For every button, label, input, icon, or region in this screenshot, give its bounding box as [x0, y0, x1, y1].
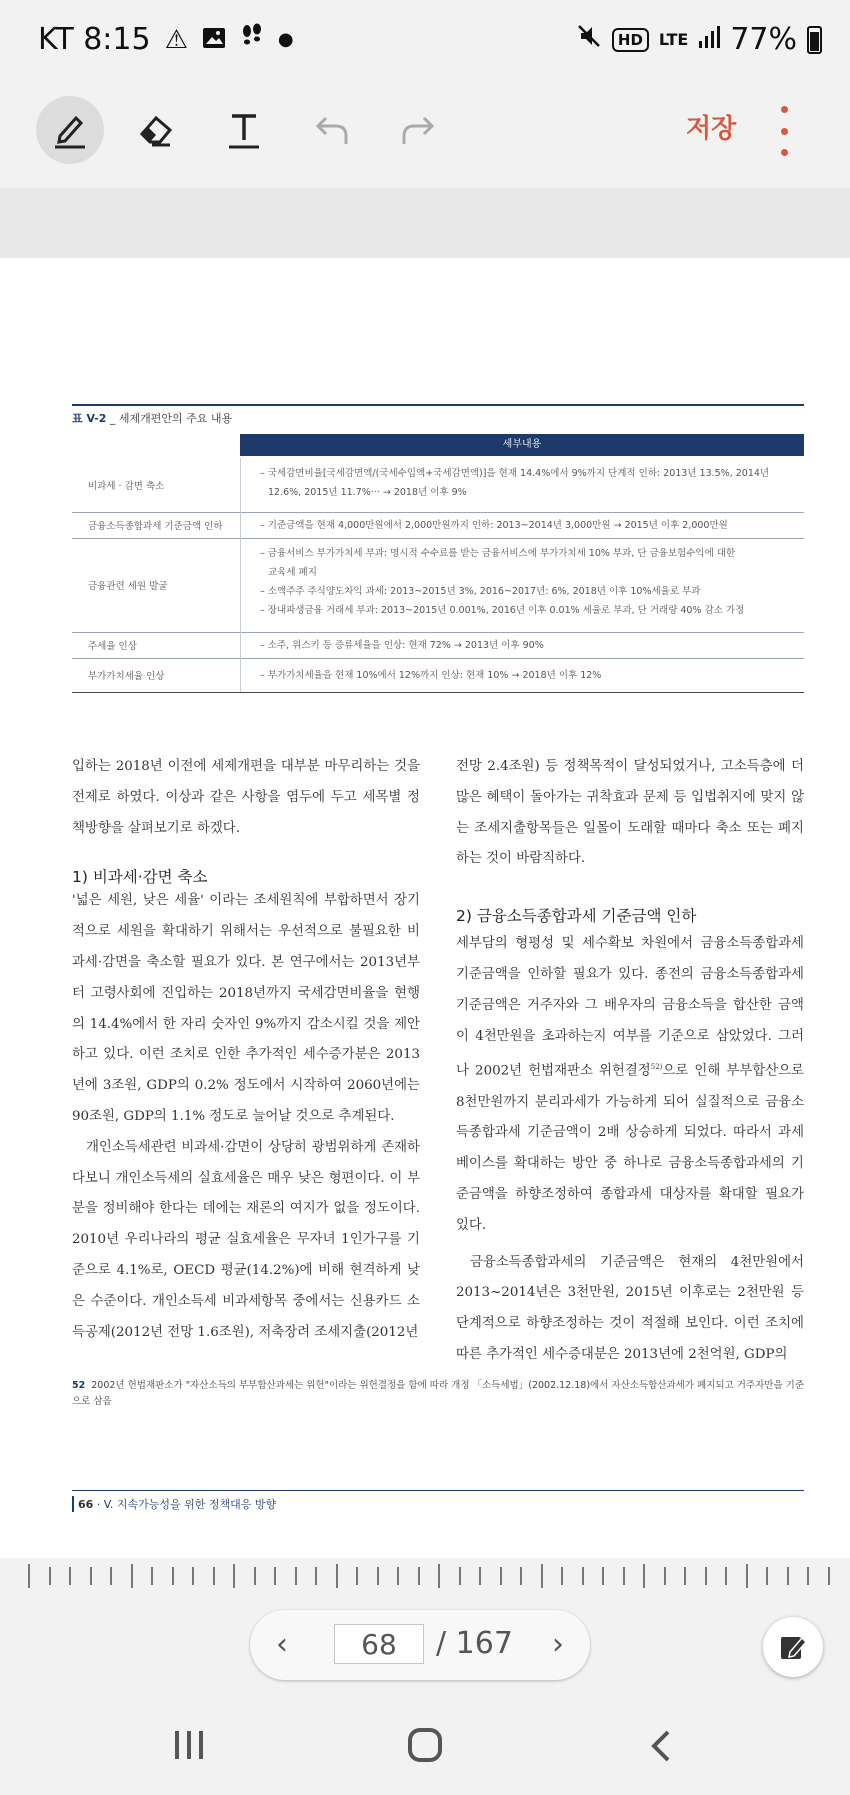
table-bottom-rule: [72, 692, 804, 693]
recent-apps-icon: [172, 1728, 206, 1762]
more-options-button[interactable]: [772, 106, 796, 156]
table-top-rule: [72, 404, 804, 406]
scrubber-tick: [274, 1567, 276, 1585]
table-row: [72, 458, 804, 513]
page-number-input[interactable]: [334, 1624, 424, 1664]
paragraph: 입하는 2018년 이전에 세제개편을 대부분 마무리하는 것을 전제로 하였다. 이상과 같은 사항을 염두에 두고 세목별 정책방향을 살펴보기로 하겠다.: [72, 759, 420, 836]
table-row: [72, 632, 804, 659]
more-dot-icon: [781, 149, 788, 156]
scrubber-tick: [520, 1567, 522, 1585]
scrubber-tick: [377, 1567, 379, 1585]
mute-icon: [576, 22, 602, 57]
scrubber-tick: [110, 1567, 112, 1585]
scrubber-tick: [69, 1567, 71, 1585]
redo-button[interactable]: [384, 96, 452, 164]
section-heading: 2) 금융소득종합과세 기준금액 인하: [456, 907, 697, 926]
page-footer: [72, 1496, 276, 1512]
left-column: [72, 752, 420, 1348]
desc-line: – 소주, 위스키 등 증류세율을 인상: 현재 72% → 2013년 이후 90%: [260, 640, 544, 651]
previous-page-button[interactable]: ‹: [276, 1627, 288, 1662]
footnote-number: 52: [72, 1380, 86, 1391]
scrubber-tick: [90, 1567, 92, 1585]
status-bar: [0, 0, 850, 78]
scrubber-tick: [766, 1567, 768, 1585]
table-header: 세부내용: [240, 434, 804, 456]
scrubber-tick: [356, 1567, 358, 1585]
table-number: 표 V-2: [72, 412, 107, 425]
eraser-tool-button[interactable]: [122, 96, 190, 164]
page-total: / 167: [436, 1626, 513, 1661]
desc-line: 교육세 폐지: [268, 567, 317, 578]
scrubber-tick: [725, 1567, 727, 1585]
image-icon: [202, 22, 226, 57]
scrubber-tick: [807, 1567, 809, 1585]
save-button[interactable]: 저장: [686, 114, 737, 144]
paragraph: 전망 2.4조원) 등 정책목적이 달성되었거나, 고소득층에 더 많은 혜택이 돌아가는 귀착효과 문제 등 입법취지에 맞지 않는 조세지출항목들은 일몰이 도래할 때마다 축소 또는 폐지하는 것이 바람직하다.: [456, 759, 804, 867]
row-category: 비과세 · 감면 축소: [88, 481, 165, 492]
paragraph-part: 으로 인해 부부합산으로 8천만원까지 분리과세가 가능하게 되어 실질적으로 금융소득종합과세 기준금액이 2배 상승하게 되었다. 따라서 과세베이스를 확대하는 방안 중 하나로 금융소득종합과세의 기준금액을 하향조정하여 종합과세 대상자를 확대할 필요가 있다.: [456, 1063, 804, 1233]
scrubber-tick: [746, 1564, 748, 1588]
scrubber-tick: [233, 1564, 235, 1588]
scrubber-tick: [254, 1567, 256, 1585]
undo-button[interactable]: [298, 96, 366, 164]
paragraph: 개인소득세관련 비과세·감면이 상당히 광범위하게 존재하다보니 개인소득세의 실효세율은 매우 낮은 형편이다. 이 부분을 정비해야 한다는 데에는 재론의 여지가 없을 정도이다. 2010년 우리나라의 평균 실효세율은 무자녀 1인가구를 기준으로 4.1%로, OECD 평균(14.2%)에 비해 현격하게 낮은 수준이다. 개인소득세 비과세항목 중에서는 신용카드 소득공제(2012년 전망 1.6조원), 저축장려 조세지출(2012년: [72, 1139, 420, 1340]
scrubber-tick: [172, 1567, 174, 1585]
scrubber-tick: [561, 1567, 563, 1585]
next-page-button[interactable]: ›: [552, 1627, 564, 1662]
dot-icon: ●: [277, 29, 294, 50]
eraser-icon: [136, 110, 176, 150]
desc-line: 12.6%, 2015년 11.7%··· → 2018년 이후 9%: [268, 487, 467, 498]
paragraph: '넓은 세원, 낮은 세율' 이라는 조세원칙에 부합하면서 장기적으로 세원을 확대하기 위해서는 우선적으로 불필요한 비과세·감면을 축소할 필요가 있다. 본 연구에서는 2013년부터 고령사회에 진입하는 2018년까지 국세감면비율을 현행의 14.4%에서 한 자리 숫자인 9%까지 감소시킬 것을 제안하고 있다. 이런 조치로 인한 추가적인 세수증가분은 2013년에 3조원, GDP의 0.2% 정도에서 시작하여 2060년에는 90조원, GDP의 1.1% 정도로 늘어날 것으로 추계된다.: [72, 893, 420, 1124]
table-row: [72, 658, 804, 692]
table-row: [72, 538, 804, 633]
home-button[interactable]: [406, 1726, 444, 1768]
footer-page-number: 66: [78, 1498, 94, 1511]
signal-icon: [698, 22, 720, 57]
scrubber-tick: [541, 1564, 543, 1588]
desc-line: – 금융서비스 부가가치세 부과: 명시적 수수료를 받는 금융서비스에 부가가치세 10% 부과, 단 금융보험수익에 대한: [260, 548, 736, 559]
desc-line: – 부가가치세율을 현재 10%에서 12%까지 인상: 현재 10% → 2018년 이후 12%: [260, 670, 602, 681]
home-icon: [406, 1726, 444, 1764]
edit-document-button[interactable]: [763, 1617, 823, 1677]
document-page[interactable]: [0, 258, 850, 1558]
recent-apps-button[interactable]: [172, 1728, 206, 1766]
table-title: [72, 410, 232, 426]
footnote-text: 2002년 헌법재판소가 "자산소득의 부부합산과세는 위헌"이라는 위헌결정을 함에 따라 개정 「소득세법」(2002.12.18)에서 자산소득합산과세가 폐지되고 거주자만을 기준으로 삼음: [72, 1380, 805, 1407]
scrubber-tick: [705, 1567, 707, 1585]
scrubber-tick: [438, 1564, 440, 1588]
section-heading: 1) 비과세·감면 축소: [72, 868, 208, 887]
scrubber-tick: [787, 1567, 789, 1585]
scrubber-tick: [664, 1567, 666, 1585]
scrubber-tick: [500, 1567, 502, 1585]
scrubber-tick: [28, 1564, 30, 1588]
undo-icon: [312, 110, 352, 150]
text-tool-button[interactable]: [210, 96, 278, 164]
paragraph: 금융소득종합과세의 기준금액은 현재의 4천만원에서 2013~2014년은 3천만원, 2015년 이후로는 2천만원 등 단계적으로 하향조정하는 것이 적절해 보인다. 이런 조치에 따른 추가적인 세수증대분은 2013년에 2천억원, GDP의: [456, 1254, 804, 1363]
page-navigator: [250, 1610, 590, 1680]
scrubber-tick: [684, 1567, 686, 1585]
scrubber-tick: [623, 1567, 625, 1585]
redo-icon: [398, 110, 438, 150]
row-category: 금융소득종합과세 기준금액 인하: [88, 521, 223, 532]
scrubber-tick: [295, 1567, 297, 1585]
scrubber-tick: [151, 1567, 153, 1585]
scrubber-tick: [192, 1567, 194, 1585]
more-dot-icon: [781, 106, 788, 113]
scrubber-tick: [213, 1567, 215, 1585]
scrubber-tick: [582, 1567, 584, 1585]
scrubber-tick: [315, 1567, 317, 1585]
table-row: [72, 512, 804, 539]
scrubber-tick: [397, 1567, 399, 1585]
battery-icon: [807, 26, 822, 54]
footprint-icon: [240, 22, 264, 57]
scrubber-tick: [602, 1567, 604, 1585]
right-column: [456, 752, 804, 1371]
warning-icon: ⚠: [164, 24, 188, 55]
paragraph: [456, 929, 804, 1241]
row-description: [260, 516, 800, 535]
row-description: [260, 464, 800, 502]
hd-badge: HD: [612, 28, 649, 52]
row-description: [260, 666, 800, 685]
viewer-background: [0, 188, 850, 258]
row-description: [260, 636, 800, 655]
desc-line: – 소액주주 주식양도차익 과세: 2013~2015년 3%, 2016~2017년: 6%, 2018년 이후 10%세율로 부과: [260, 586, 701, 597]
footer-rule: [72, 1490, 804, 1491]
battery-percent: 77%: [730, 22, 797, 57]
carrier-time: KT 8:15: [38, 22, 151, 57]
row-description: [260, 544, 800, 620]
scrubber-tick: [643, 1564, 645, 1588]
scrubber-tick: [459, 1567, 461, 1585]
row-category: 주세율 인상: [88, 641, 137, 652]
pen-tool-button[interactable]: [36, 96, 104, 164]
pen-icon: [50, 110, 90, 150]
back-button[interactable]: [646, 1728, 676, 1768]
scrubber-tick: [479, 1567, 481, 1585]
scrubber-tick: [336, 1564, 338, 1588]
footnote-ref: 52): [650, 1063, 663, 1072]
footer-chapter: · V. 지속가능성을 위한 정책대응 방향: [96, 1498, 277, 1511]
scrubber-tick: [131, 1564, 133, 1588]
row-category: 부가가치세율 인상: [88, 671, 165, 682]
paragraph-part: 세부담의 형평성 및 세수확보 차원에서 금융소득종합과세 기준금액을 인하할 필요가 있다. 종전의 금융소득종합과세 기준금액은 거주자와 그 배우자의 금융소득을 합산한 금액이 4천만원을 초과하는지 여부를 기준으로 삼았었다. 그러나 2002년 헌법재판소 위헌결정: [456, 936, 804, 1079]
scrubber-tick: [418, 1567, 420, 1585]
scrubber-tick: [49, 1567, 51, 1585]
lte-indicator: LTE: [658, 30, 689, 49]
more-dot-icon: [781, 128, 788, 135]
text-icon: [224, 110, 264, 150]
desc-line: – 기준금액을 현재 4,000만원에서 2,000만원까지 인하: 2013~2014년 3,000만원 → 2015년 이후 2,000만원: [260, 520, 728, 531]
page-scrubber[interactable]: [0, 1558, 850, 1598]
annotation-toolbar: [0, 78, 850, 188]
row-category: 금융관련 세원 발굴: [88, 581, 168, 592]
desc-line: – 국세감면비율[국세감면액/(국세수입액+국세감면액)]을 현재 14.4%에서 9%까지 단계적 인하: 2013년 13.5%, 2014년: [260, 468, 770, 479]
footnote: [72, 1378, 804, 1410]
table-title-text: _ 세제개편안의 주요 내용: [109, 412, 233, 425]
edit-pen-icon: [778, 1632, 808, 1662]
system-navigation-bar: [0, 1700, 850, 1795]
back-icon: [646, 1728, 676, 1764]
scrubber-tick: [828, 1567, 830, 1585]
desc-line: – 장내파생금융 거래세 부과: 2013~2015년 0.001%, 2016년 이후 0.01% 세율로 부과, 단 거래량 40% 감소 가정: [260, 605, 745, 616]
